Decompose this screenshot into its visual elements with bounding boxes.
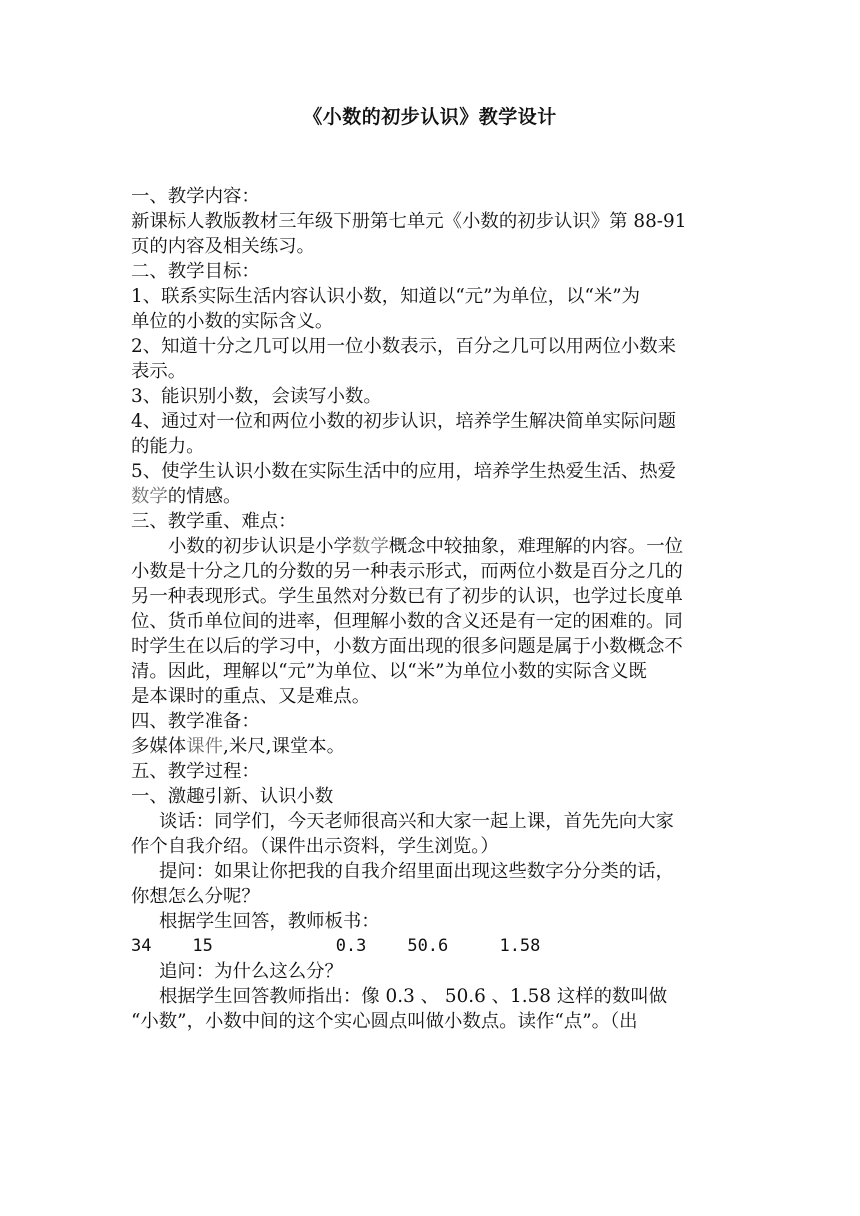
document-body	[131, 184, 729, 1034]
text-line: 34 15 0.3 50.6 1.58	[131, 936, 541, 956]
text-line: 5、使学生认识小数在实际生活中的应用，培养学生热爱生活、热爱	[131, 461, 677, 482]
text-line: 根据学生回答，教师板书：	[159, 911, 380, 932]
text-line: 作个自我介绍。（课件出示资料，学生浏览。）	[131, 836, 499, 857]
text-line: 你想怎么分呢？	[131, 886, 260, 907]
highlighted-text: 数学	[131, 486, 168, 507]
text-line: 新课标人教版教材三年级下册第七单元《小数的初步认识》第 88-91	[131, 211, 687, 232]
text-line: 2、知道十分之几可以用一位小数表示，百分之几可以用两位小数来	[131, 336, 677, 357]
text-line	[131, 484, 729, 509]
text-line: 是本课时的重点、又是难点。	[131, 686, 371, 707]
text-line: 四、教学准备：	[131, 711, 260, 732]
text-line: 4、通过对一位和两位小数的初步认识，培养学生解决简单实际问题	[131, 411, 677, 432]
text-line: 另一种表现形式。学生虽然对分数已有了初步的认识，也学过长度单	[131, 586, 683, 607]
text-line	[131, 734, 729, 759]
text-line: 3、能识别小数，会读写小数。	[131, 386, 382, 407]
text-line: 提问：如果让你把我的自我介绍里面出现这些数字分分类的话，	[159, 861, 674, 882]
text-segment: 概念中较抽象，难理解的内容。一位	[388, 536, 683, 557]
text-line: “小数”，小数中间的这个实心圆点叫做小数点。读作“点”。（出	[131, 1011, 638, 1032]
text-line: 一、激趣引新、认识小数	[131, 786, 334, 807]
text-line: 的能力。	[131, 436, 205, 457]
text-line: 页的内容及相关练习。	[131, 236, 315, 257]
text-segment: 多媒体	[131, 736, 187, 757]
text-line: 单位的小数的实际含义。	[131, 311, 334, 332]
highlighted-text: 数学	[351, 536, 389, 557]
text-line: 三、教学重、难点：	[131, 511, 297, 532]
text-line: 追问：为什么这么分？	[159, 961, 343, 982]
text-line: 小数是十分之几的分数的另一种表示形式，而两位小数是百分之几的	[131, 561, 683, 582]
text-line: 时学生在以后的学习中，小数方面出现的很多问题是属于小数概念不	[131, 636, 683, 657]
text-segment: 小数的初步认识是小学	[168, 536, 352, 557]
text-line: 1、联系实际生活内容认识小数，知道以“元”为单位，以“米”为	[131, 286, 641, 307]
text-segment: ,米尺,课堂本。	[222, 736, 346, 757]
text-line: 二、教学目标：	[131, 261, 260, 282]
text-line: 根据学生回答教师指出：像 0.3 、 50.6 、1.58 这样的数叫做	[159, 986, 668, 1007]
highlighted-text: 课件	[186, 736, 223, 757]
text-line: 位、货币单位间的进率，但理解小数的含义还是有一定的困难的。同	[131, 611, 683, 632]
text-line: 谈话：同学们，今天老师很高兴和大家一起上课，首先先向大家	[159, 811, 674, 832]
text-line: 一、教学内容：	[131, 186, 260, 207]
text-line: 清。因此，理解以“元”为单位、以“米”为单位小数的实际含义既	[131, 661, 647, 682]
text-line: 表示。	[131, 361, 187, 382]
document-title: 《小数的初步认识》教学设计	[303, 106, 557, 128]
text-segment: 的情感。	[167, 486, 242, 507]
text-line: 五、教学过程：	[131, 761, 260, 782]
text-line	[131, 534, 729, 559]
